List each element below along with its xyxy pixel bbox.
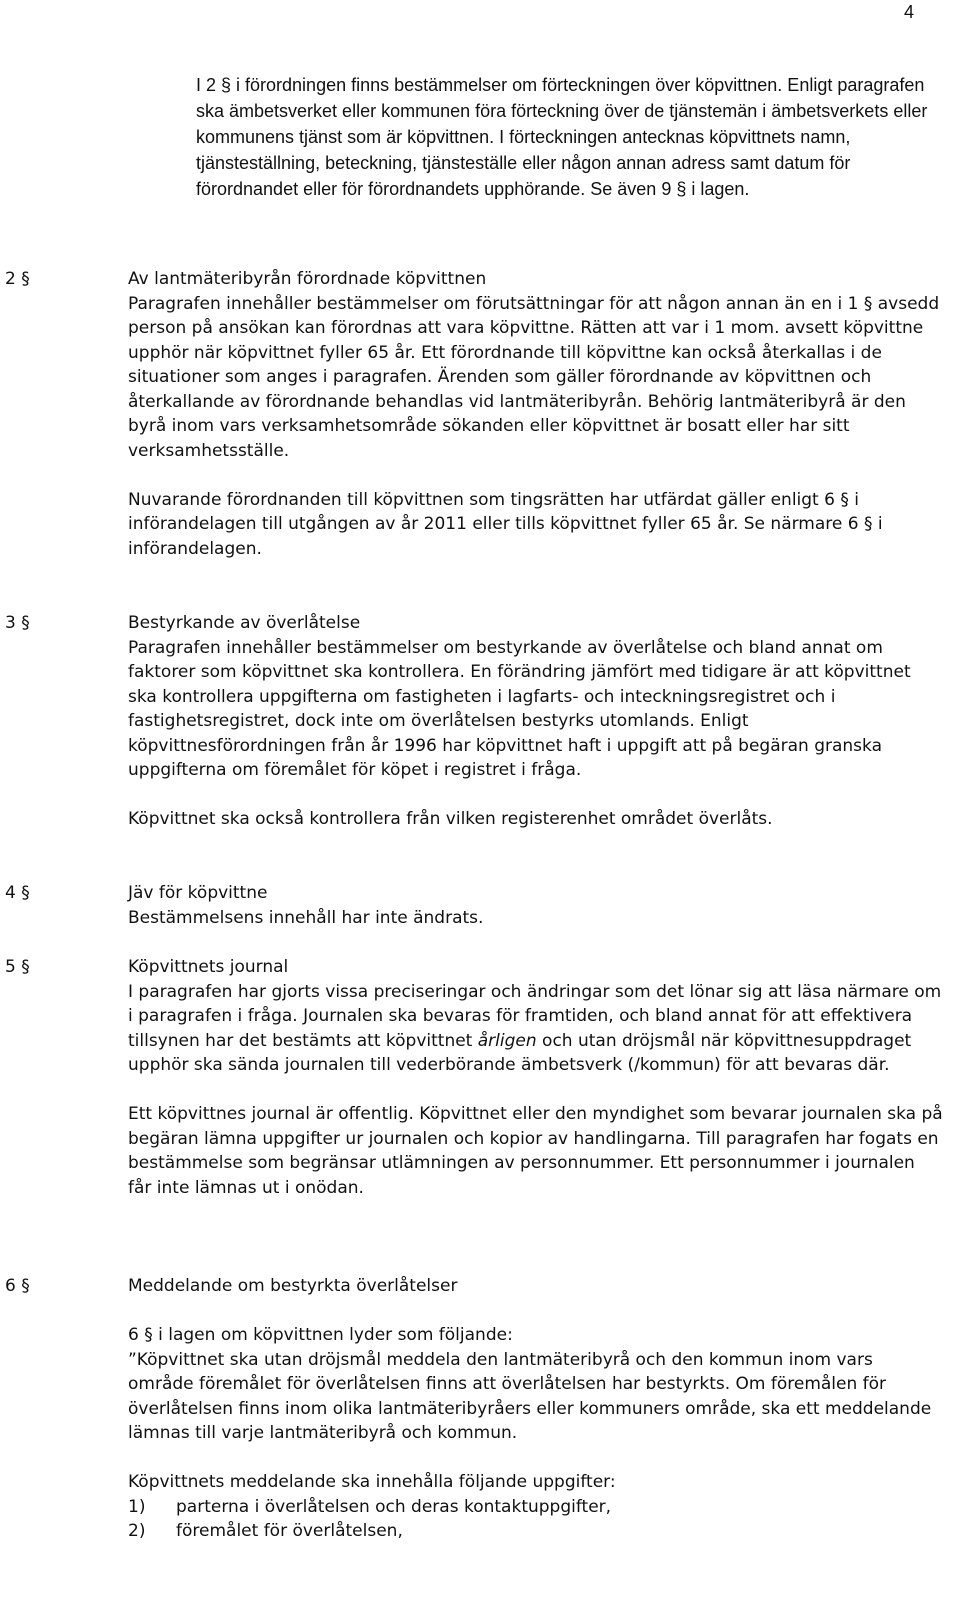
section-number: 2 § (5, 269, 30, 289)
section-paragraph: Ett köpvittnes journal är offentlig. Köpvittnet eller den myndighet som bevarar journalen ska på begäran lämna uppgifter ur journalen och kopior av handlingarna. Till paragrafen har fogats en bestämmelse som begränsar utlämningen av personnummer. Ett personnummer i journalen får inte lämnas ut i onödan. (128, 1104, 943, 1198)
list-text: föremålet för överlåtelsen, (176, 1521, 403, 1541)
section-6 (0, 1274, 950, 1544)
section-paragraph: Nuvarande förordnanden till köpvittnen som tingsrätten har utfärdat gäller enligt 6 § i införandelagen till utgången av år 2011 eller tills köpvittnet fyller 65 år. Se närmare 6 § i införandelagen. (128, 489, 883, 559)
section-number: 4 § (5, 883, 30, 903)
section-title: Av lantmäteribyrån förordnade köpvittnen (128, 269, 487, 289)
quote-paragraph: ”Köpvittnet ska utan dröjsmål meddela den lantmäteribyrå och den kommun inom vars område föremålet för överlåtelsen finns att överlåtelsen har bestyrkts. Om föremålen för överlåtelsen finns inom olika lantmäteribyråers eller kommuners område, ska ett meddelande lämnas till varje lantmäteribyrå och kommun. (128, 1349, 932, 1443)
emphasis-text: årligen (477, 1030, 537, 1051)
section-4 (0, 881, 950, 930)
list-item (128, 1495, 943, 1520)
section-paragraph: I paragrafen har gjorts vissa preciseringar och ändringar som det lönar sig att läsa närmare om i paragrafen i fråga. Journalen ska bevaras för framtiden, och bland annat för att effektivera tillsynen har det bestämts att köpvittnet årligen och utan dröjsmål när köpvittnesuppdraget upphör ska sända journalen till vederbörande ämbetsverk (/kommun) för att bevaras där. (128, 981, 942, 1075)
page-number: 4 (903, 2, 914, 22)
list-item (128, 1519, 943, 1544)
section-2 (0, 267, 950, 561)
section-title: Meddelande om bestyrkta överlåtelser (128, 1276, 458, 1296)
section-title: Köpvittnets journal (128, 957, 289, 977)
section-title: Bestyrkande av överlåtelse (128, 613, 361, 633)
intro-paragraph: I 2 § i förordningen finns bestämmelser om förteckningen över köpvittnen. Enligt paragrafen ska ämbetsverket eller kommunen föra förteckning över de tjänstemän i ämbetsverkets eller kommunens tjänst som är köpvittnen. I förteckningen antecknas köpvittnets namn, tjänsteställning, beteckning, tjänsteställe eller någon annan adress samt datum för förordnandet eller för förordnandets upphörande. Se även 9 § i lagen. (196, 75, 928, 199)
list-number: 2) (128, 1521, 146, 1541)
section-paragraph: Bestämmelsens innehåll har inte ändrats. (128, 907, 484, 928)
section-paragraph: Paragrafen innehåller bestämmelser om bestyrkande av överlåtelse och bland annat om faktorer som köpvittnet ska kontrollera. En förändring jämfört med tidigare är att köpvittnet ska kontrollera uppgifterna om fastigheten i lagfarts- och inteckningsregistret och i fastighetsregistret, dock inte om överlåtelsen bestyrks utomlands. Enligt köpvittnesförordningen från år 1996 har köpvittnet haft i uppgift att på begäran granska uppgifterna om föremålet för köpet i registret i fråga. (128, 637, 911, 780)
section-5 (0, 955, 950, 1200)
section-number: 3 § (5, 613, 30, 633)
section-3 (0, 611, 950, 832)
section-title: Jäv för köpvittne (128, 883, 268, 903)
section-paragraph: Paragrafen innehåller bestämmelser om förutsättningar för att någon annan än en i 1 § avsedd person på ansökan kan förordnas att vara köpvittne. Rätten att var i 1 mom. avsett köpvittne upphör när köpvittnet fyller 65 år. Ett förordnande till köpvittne kan också återkallas i de situationer som anges i paragrafen. Ärenden som gäller förordnande av köpvittnen och återkallande av förordnande behandlas vid lantmäteribyrån. Behörig lantmäteribyrå är den byrå inom vars verksamhetsområde sökanden eller köpvittnet är bosatt eller har sitt verksamhetsställe. (128, 293, 940, 461)
list-text: parterna i överlåtelsen och deras kontaktuppgifter, (176, 1496, 612, 1517)
section-paragraph: Köpvittnet ska också kontrollera från vilken registerenhet området överlåts. (128, 809, 773, 829)
section-paragraph: 6 § i lagen om köpvittnen lyder som följande: (128, 1325, 513, 1345)
section-paragraph: Köpvittnets meddelande ska innehålla följande uppgifter: (128, 1472, 616, 1492)
section-number: 5 § (5, 957, 30, 977)
section-number: 6 § (5, 1276, 30, 1296)
list-number: 1) (128, 1496, 146, 1517)
